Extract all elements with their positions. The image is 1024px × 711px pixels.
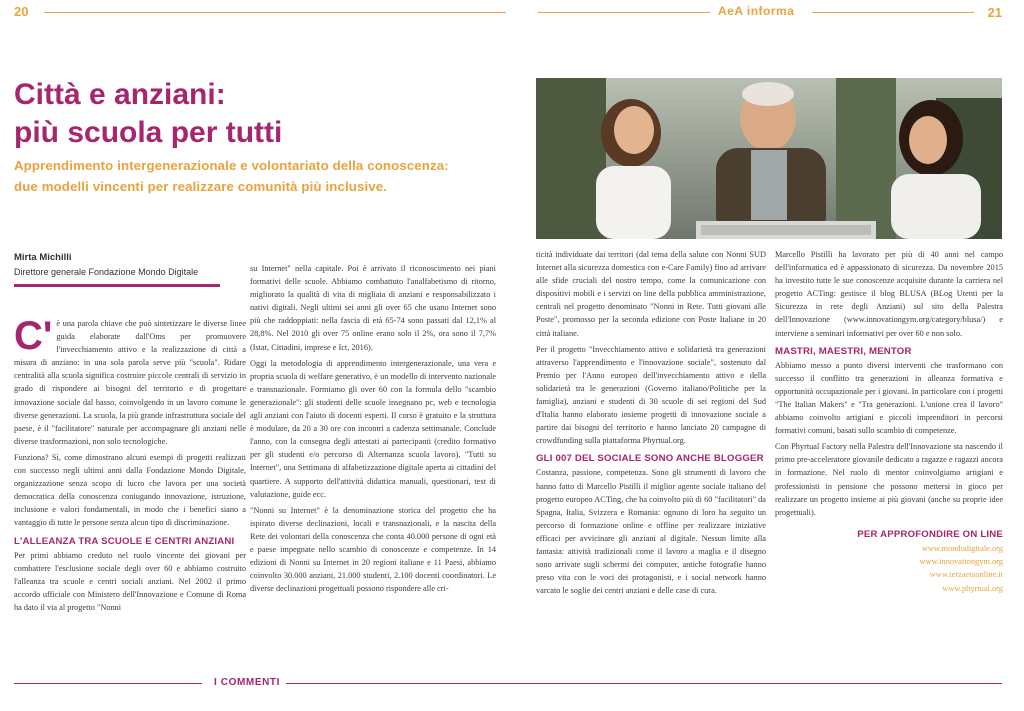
paragraph: Per il progetto "Invecchiamento attivo e solidarietà tra generazioni attraverso l'apprendimento e l'innovazione sociale", sostenuto dal Premio per l'Anno europeo dell'invecchiamento attivo e della solidarietà tra le generazioni (Governo italiano/Politiche per la famiglia), anziani e studenti di 30 scuole di sei regioni del Sud d'Italia hanno elaborato insieme progetti di innovazione sociale a partire dai bisogni del territorio e hanno lanciato 20 campagne di crowdfunding sulla piattaforma Phyrtual.org. [536, 344, 766, 446]
title-line-1: Città e anziani: [14, 78, 226, 111]
magazine-name: AeA informa [718, 4, 795, 18]
section-heading: L'ALLEANZA TRA SCUOLE E CENTRI ANZIANI [14, 535, 235, 547]
paragraph: Marcello Pistilli ha lavorato per più di 40 anni nel campo dell'informatica ed è appassionato di sicurezza. Da novembre 2015 ha investito tutte le sue conoscenze acquisite durante la carriera nel progetto ACTing: gestisce il blog BLUSA (BLog Utenti per la Sicurezza in rete degli Anziani) sul sito della Palestra dell'Innovazione (www.innovationgym.org/category/blusa/) e interviene a seminari informativi per over 60 e non solo. [775, 250, 1003, 338]
subtitle-line-1: Apprendimento intergenerazionale e volontariato della conoscenza: [14, 158, 449, 173]
paragraph [14, 314, 246, 448]
author-rule [14, 284, 220, 287]
column-1 [14, 314, 246, 617]
paragraph: Costanza, passione, competenza. Sono gli strumenti di lavoro che hanno fatto di Marcello Pistilli il miglior agente sociale italiano del progetto europeo ACTing, che ha coinvolto più di 60 "facilitatori" da Spagna, Italia, Svizzera e Romania: ognuno di loro ha seguito un percorso di formazione online e offline per realizzare iniziative efficaci per avvicinare gli anziani al digitale. Nessun limite alla fantasia: attività tradizionali come il lavoro a maglia e il disegno sono arrivate sugli schermi dei computer, antiche fotografie hanno preso vita con le voci dei protagonisti, e i social network hanno varcato le soglie dei centri anziani e delle case di cura. [536, 468, 766, 596]
header-rule-right-b [812, 12, 974, 13]
section-heading: GLI 007 DEL SOCIALE SONO ANCHE BLOGGER [536, 453, 764, 465]
section-heading: MASTRI, MAESTRI, MENTOR [775, 345, 912, 357]
header-rule-left [44, 12, 506, 13]
column-2 [250, 262, 496, 598]
page-number-right: 21 [987, 5, 1002, 20]
page-header [0, 0, 1024, 24]
footer-rule-right [286, 683, 1002, 684]
author-role: Direttore generale Fondazione Mondo Digitale [14, 267, 199, 277]
header-rule-right-a [538, 12, 710, 13]
link-innovationgym[interactable]: www.innovationgym.org [919, 557, 1003, 567]
footer-section-label: I COMMENTI [214, 677, 280, 688]
page-number-left: 20 [14, 4, 29, 19]
photo-illustration [536, 78, 1002, 239]
link-mondodigitale[interactable]: www.mondodigitale.org [921, 543, 1003, 553]
link-terzaetaonline[interactable]: www.terzaetaonline.it [929, 570, 1003, 580]
paragraph: Con Phyrtual Factory nella Palestra dell'Innovazione sta nascendo il primo pre-acceleratore giovanile dedicato a ragazze e ragazzi ancora in formazione. Nel ruolo di mentor coinvolgiamo artigiani e professionisti in pensione che possono mettersi in gioco per realizzare un progetto insieme ai più giovani (anche su proprie idee progettuali). [775, 442, 1003, 517]
footer-rule-left [14, 683, 202, 684]
link-phyrtual[interactable]: www.phyrtual.org [942, 583, 1003, 593]
links-heading: PER APPROFONDIRE ON LINE [857, 528, 1003, 540]
paragraph: Funziona? Sì, come dimostrano alcuni esempi di progetti realizzati con successo negli ultimi anni dalla Fondazione Mondo Digitale, organizzazione senza scopo di lucro che lavora per una società democratica della conoscenza coniugando innovazione, istruzione, inclusione e valori fondamentali, in modo che i benefici siano a vantaggio di tutte le persone senza alcun tipo di discriminazione. [14, 452, 246, 528]
links-box [775, 529, 1003, 595]
article-subtitle [14, 155, 514, 197]
author-name: Mirta Michilli [14, 252, 72, 263]
paragraph: ticità individuate dai territori (dal tema della salute con Nonni SUD Internet alla sicurezza domestica con e-Care Family) fino ad arrivare alle sfide cruciali del nostro tempo, come la comunicazione con dispositivi mobili e i servizi on line della pubblica amministrazione, centrali nel progetto denominato "Nonni in Rete. Tutti giovani alle Poste", promosso per la seconda edizione con Poste Italiane in 20 città italiane. [536, 250, 766, 338]
column-4 [775, 248, 1003, 595]
paragraph: Abbiamo messo a punto diversi interventi che trasformano con successo il conflitto tra generazioni in alleanza formativa e opportunità occupazionale per i giovani. In particolare con i progetti "The Italian Makers" e "Tra generazioni. L'unione crea il lavoro" abbiamo coinvolto artigiani e piccoli imprenditori in percorsi formativi comuni, basati sullo scambio di competenze. [775, 360, 1003, 436]
paragraph: "Nonni su Internet" è la denominazione storica del progetto che ha ispirato diverse declinazioni, locali e transnazionali, e la nascita della Rete dei volontari della conoscenza che conta 40.000 persone di ogni età e paese impegnate nello scambio di conoscenze e competenze. In 14 edizioni di Nonni su Internet in 20 regioni italiane e 11 Paesi, abbiamo coinvolto 30.000 anziani, 21.000 studenti, 2.100 docenti coordinatori. Le diverse declinazioni progettuali possono rispondere alle cri- [250, 505, 496, 594]
article-photo [536, 78, 1002, 239]
title-line-2: più scuola per tutti [14, 116, 283, 149]
article-title [14, 76, 494, 152]
paragraph: Oggi la metodologia di apprendimento intergenerazionale, una vera e propria scuola di welfare generativo, è un modello di intervento nazionale e transnazionale. Formiamo gli over 60 con la formula dello "scambio generazionale": gli studenti delle scuole insegnano pc, web e tecnologia agli anziani con l'aiuto di docenti esperti. Il corso è gratuito e la struttura è modulare, da 20 a 30 ore con incontri a cadenza settimanale. Conclude l'anno, con la consegna degli attestati ai partecipanti (credito formativo per gli studenti e/o percorso di Alternanza scuola lavoro), "Tutti su Internet", una Settimana di alfabetizzazione digitale aperta ai cittadini del quartiere. A supporto dell'attività didattica manuali, questionari, test di valutazione, guide ecc. [250, 358, 496, 499]
paragraph: su Internet" nella capitale. Poi è arrivato il riconoscimento nei piani formativi delle scuole. Abbiamo combattuto l'analfabetismo di ritorno, migliorato la qualità di vita di migliaia di anziani e responsabilizzato i nativi digitali. Negli ultimi sei anni gli over 65 che usano Internet sono più che raddoppiati: nella fascia di età 65-74 sono passati dal 12,1% al 28,8%. Nel 2010 gli over 75 online erano solo il 2%, ora sono il 7,7% (Istat, Cittadini, imprese e Ict, 2016). [250, 264, 496, 352]
subtitle-line-2: due modelli vincenti per realizzare comunità più inclusive. [14, 179, 388, 194]
drop-cap: C' [14, 314, 53, 358]
paragraph: Per primi abbiamo creduto nel ruolo vincente dei giovani per combattere l'esclusione sociale degli over 60 e abbiamo costruito l'alleanza tra scuole e centri sociali anziani. Nel 2002 il primo accordo ufficiale con Ministero dell'Innovazione e Comune di Roma ha dato il via al progetto "Nonni [14, 550, 246, 612]
paragraph-text: è una parola chiave che può sintetizzare le diverse linee guida elaborate dall'Oms per promuovere l'invecchiamento attivo e la realizzazione di città a misura di anziano: in una sola parola serve più "scuola". Ridare centralità alla scuola significa costruire piccole centrali di servizio in grado di rispondere ai bisogni del territorio e di progettare innovazione sociale dal basso, coinvolgendo in un lavoro comune le diverse generazioni. La scuola, la più grande infrastruttura sociale del paese, è il "facilitatore" naturale per accompagnare gli anziani nelle diverse trasformazioni, non solo tecnologiche. [14, 319, 246, 446]
column-3 [536, 248, 766, 600]
